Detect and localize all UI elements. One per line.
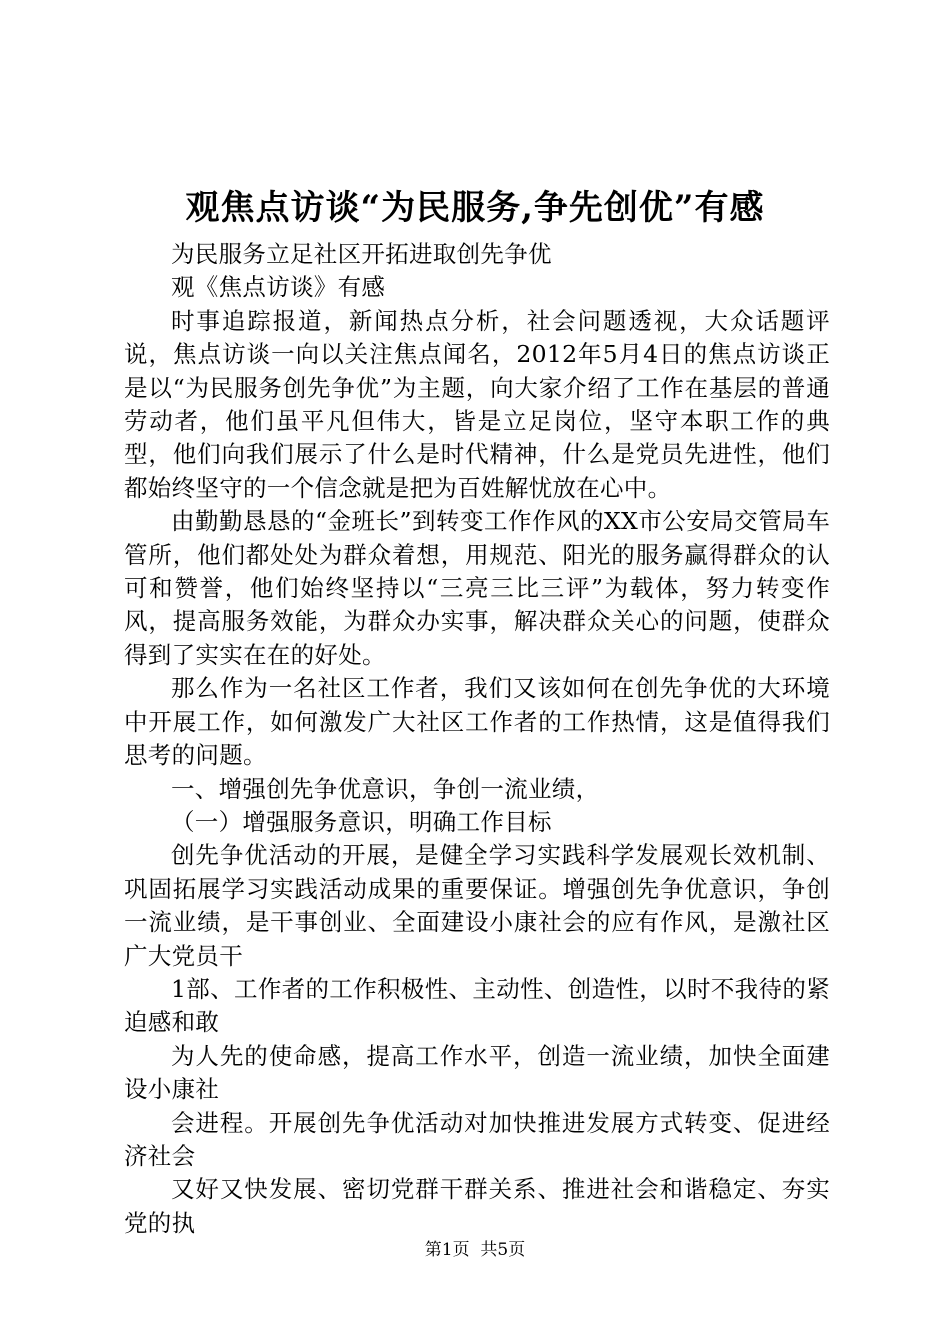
paragraph: 一、增强创先争优意识，争创一流业绩， — [171, 774, 600, 803]
paragraph: 为民服务立足社区开拓进取创先争优 — [171, 240, 552, 268]
paragraph: 时事追踪报道，新闻热点分析，社会问题透视，大众话题评说，焦点访谈一向以关注焦点闻名，2012年5月4日的焦点访谈正是以“为民服务创先争优”为主题，向大家介绍了工作在基层的普通劳动者，他们虽平凡但伟大，皆是立足岗位，坚守本职工作的典型，他们向我们展示了什么是时代精神，什么是党员先进性，他们都始终坚守的一个信念就是把为百姓解忧放在心中。 — [124, 306, 830, 502]
document-body — [124, 238, 830, 1240]
paragraph: （一）增强服务意识，明确工作目标 — [171, 807, 552, 836]
paragraph: 会进程。开展创先争优活动对加快推进发展方式转变、促进经济社会 — [124, 1108, 830, 1170]
paragraph: 为人先的使命感，提高工作水平，创造一流业绩，加快全面建设小康社 — [124, 1041, 830, 1104]
paragraph: 由勤勤恳恳的“金班长”到转变工作作风的XX市公安局交管局车管所，他们都处处为群众着想，用规范、阳光的服务赢得群众的认可和赞誉，他们始终坚持以“三亮三比三评”为载体，努力转变作风，提高服务效能，为群众办实事，解决群众关心的问题，使群众得到了实实在在的好处。 — [124, 507, 830, 669]
paragraph: 观《焦点访谈》有感 — [171, 273, 386, 302]
paragraph: 1部、工作者的工作积极性、主动性、创造性，以时不我待的紧迫感和敢 — [124, 974, 830, 1037]
document-title: 观焦点访谈“为民服务,争先创优”有感 — [185, 188, 765, 228]
paragraph: 创先争优活动的开展，是健全学习实践科学发展观长效机制、巩固拓展学习实践活动成果的重要保证。增强创先争优意识，争创一流业绩，是干事创业、全面建设小康社会的应有作风，是激社区广大党员干 — [124, 841, 830, 970]
paragraph: 又好又快发展、密切党群干群关系、推进社会和谐稳定、夯实党的执 — [124, 1175, 830, 1237]
paragraph: 那么作为一名社区工作者，我们又该如何在创先争优的大环境中开展工作，如何激发广大社区工作者的工作热情，这是值得我们思考的问题。 — [124, 674, 830, 770]
page-footer: 第1页 共5页 — [424, 1240, 526, 1260]
